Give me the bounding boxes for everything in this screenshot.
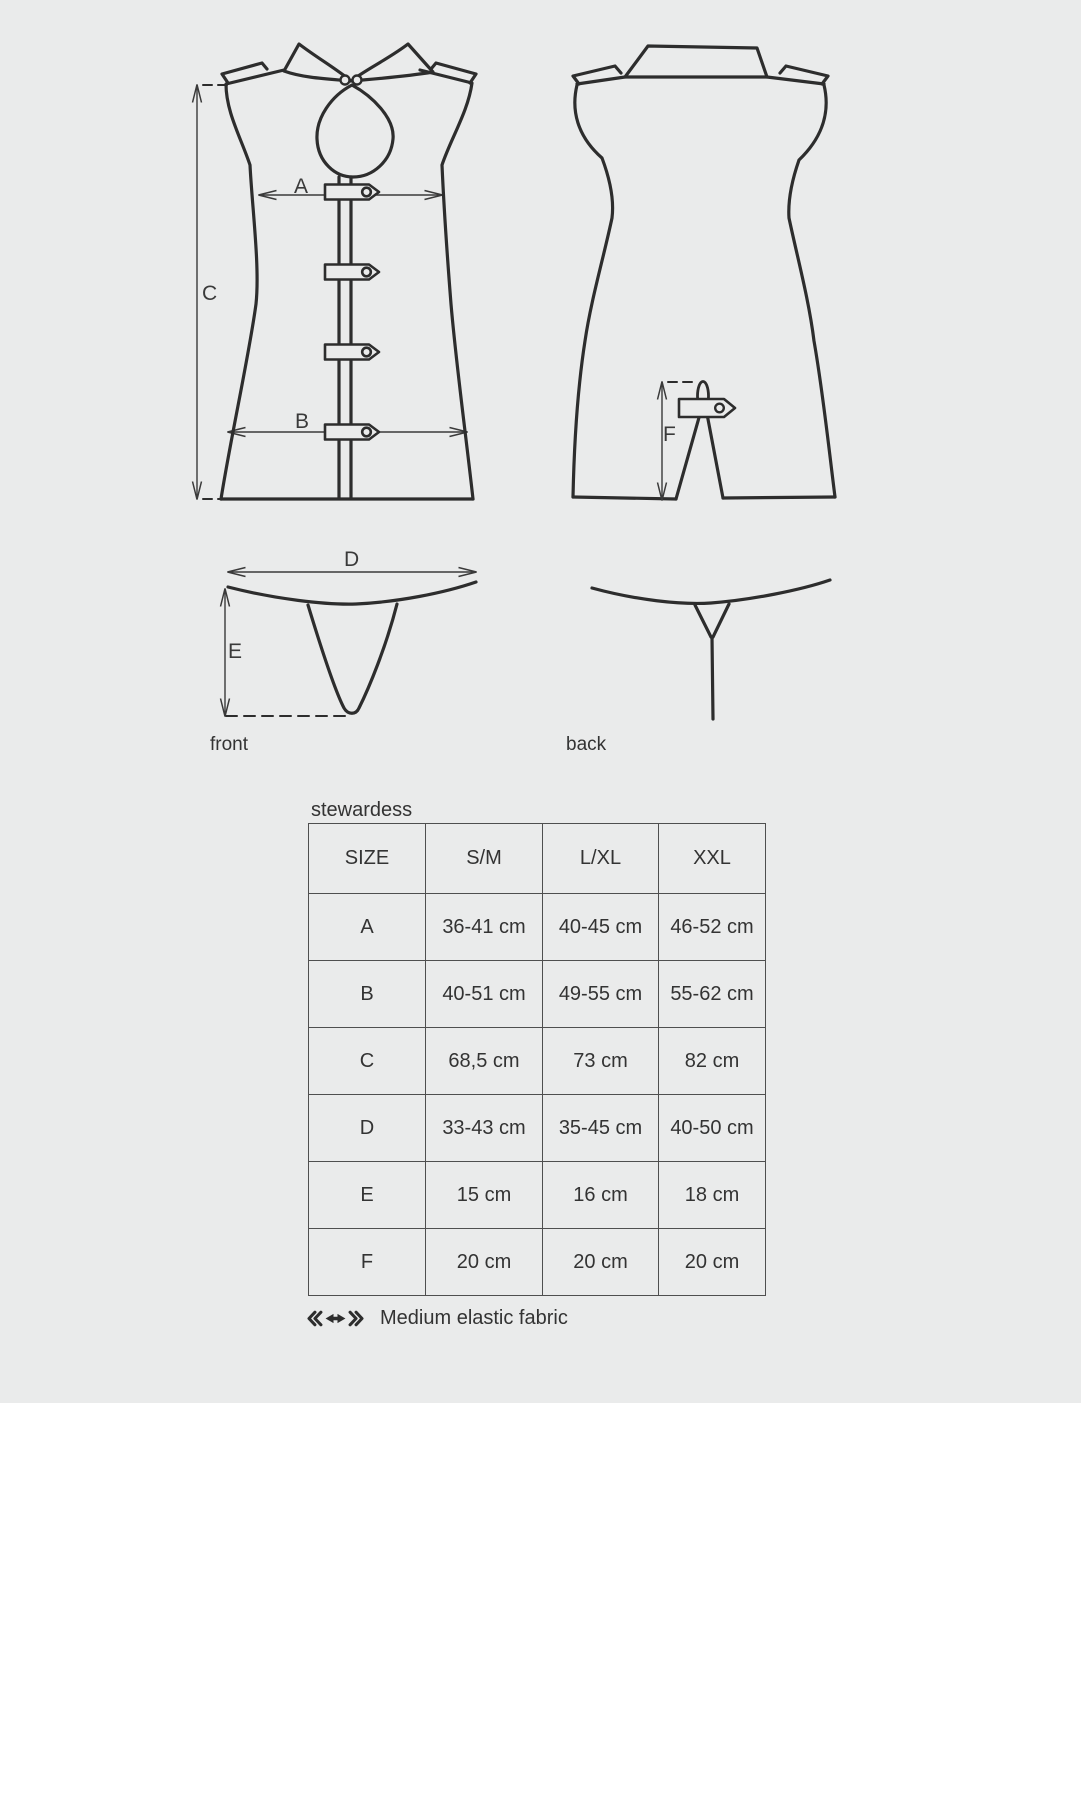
- row-label: A: [309, 894, 426, 961]
- thong-front-panel: [308, 604, 397, 713]
- cell-value: 46-52 cm: [659, 894, 766, 961]
- row-label: C: [309, 1028, 426, 1095]
- cell-value: 49-55 cm: [543, 961, 659, 1028]
- column-header-xxl: XXL: [659, 824, 766, 894]
- front-left-outline: [221, 70, 284, 499]
- dimension-label-F: F: [663, 423, 676, 446]
- dimension-label-C: C: [202, 282, 218, 305]
- back-hem-right: [723, 497, 835, 498]
- dimension-label-E: E: [228, 640, 243, 663]
- bow-left-flap: [284, 44, 351, 81]
- cell-value: 40-45 cm: [543, 894, 659, 961]
- cell-value: 40-50 cm: [659, 1095, 766, 1162]
- back-hem-left: [573, 497, 676, 499]
- cell-value: 40-51 cm: [426, 961, 543, 1028]
- table-row-A: [309, 894, 766, 961]
- back-collar: [625, 46, 767, 77]
- button-2: [362, 268, 371, 277]
- thong-back-drawing: [592, 580, 830, 719]
- column-header-lxl: L/XL: [543, 824, 659, 894]
- cell-value: 35-45 cm: [543, 1095, 659, 1162]
- dress-back-drawing: [573, 46, 835, 500]
- keyhole-neckline: [317, 85, 393, 177]
- dimension-label-A: A: [294, 175, 309, 198]
- thong-back-right-edge: [713, 604, 729, 637]
- button-3: [362, 348, 371, 357]
- table-row-E: [309, 1162, 766, 1229]
- column-header-sm: S/M: [426, 824, 543, 894]
- back-left-outline: [573, 85, 613, 497]
- row-label: D: [309, 1095, 426, 1162]
- product-name-label: stewardess: [311, 799, 413, 821]
- dimension-label-B: B: [295, 410, 310, 433]
- back-button: [715, 404, 724, 413]
- cell-value: 36-41 cm: [426, 894, 543, 961]
- cell-value: 15 cm: [426, 1162, 543, 1229]
- cell-value: 16 cm: [543, 1162, 659, 1229]
- button-4: [362, 428, 371, 437]
- button-1: [362, 188, 371, 197]
- table-row-D: [309, 1095, 766, 1162]
- thong-back-string: [712, 637, 713, 719]
- back-right-outline: [789, 85, 835, 497]
- row-label: B: [309, 961, 426, 1028]
- thong-front-waistband: [228, 582, 476, 604]
- cell-value: 33-43 cm: [426, 1095, 543, 1162]
- bow-knot-right: [353, 76, 362, 85]
- back-shoulder-left: [577, 77, 625, 84]
- table-row-F: [309, 1229, 766, 1296]
- elasticity-arrows-icon: [307, 1309, 364, 1328]
- cell-value: 55-62 cm: [659, 961, 766, 1028]
- bow-knot-left: [341, 76, 350, 85]
- bow-right-flap: [351, 44, 433, 81]
- table-row-B: [309, 961, 766, 1028]
- column-header-size: SIZE: [309, 824, 426, 894]
- row-label: E: [309, 1162, 426, 1229]
- cell-value: 20 cm: [543, 1229, 659, 1296]
- fabric-description: Medium elastic fabric: [380, 1307, 568, 1329]
- table-row-C: [309, 1028, 766, 1095]
- back-button-tab: [679, 399, 735, 417]
- cell-value: 73 cm: [543, 1028, 659, 1095]
- cell-value: 82 cm: [659, 1028, 766, 1095]
- slit-right-edge: [707, 414, 723, 498]
- size-chart-table: [308, 823, 766, 1296]
- cell-value: 20 cm: [659, 1229, 766, 1296]
- thong-back-left-edge: [695, 605, 711, 637]
- cell-value: 18 cm: [659, 1162, 766, 1229]
- cell-value: 20 cm: [426, 1229, 543, 1296]
- row-label: F: [309, 1229, 426, 1296]
- size-chart-header-row: [309, 824, 766, 894]
- fabric-legend: [307, 1308, 568, 1328]
- thong-back-waistband: [592, 580, 830, 603]
- dress-front-drawing: [197, 44, 476, 499]
- front-view-label: front: [210, 734, 249, 755]
- slit-left-edge: [676, 414, 700, 499]
- cell-value: 68,5 cm: [426, 1028, 543, 1095]
- thong-front-drawing: [225, 572, 476, 716]
- back-view-label: back: [566, 734, 607, 755]
- dimension-label-D: D: [344, 548, 360, 571]
- front-right-outline: [420, 70, 473, 499]
- back-shoulder-right: [767, 77, 824, 84]
